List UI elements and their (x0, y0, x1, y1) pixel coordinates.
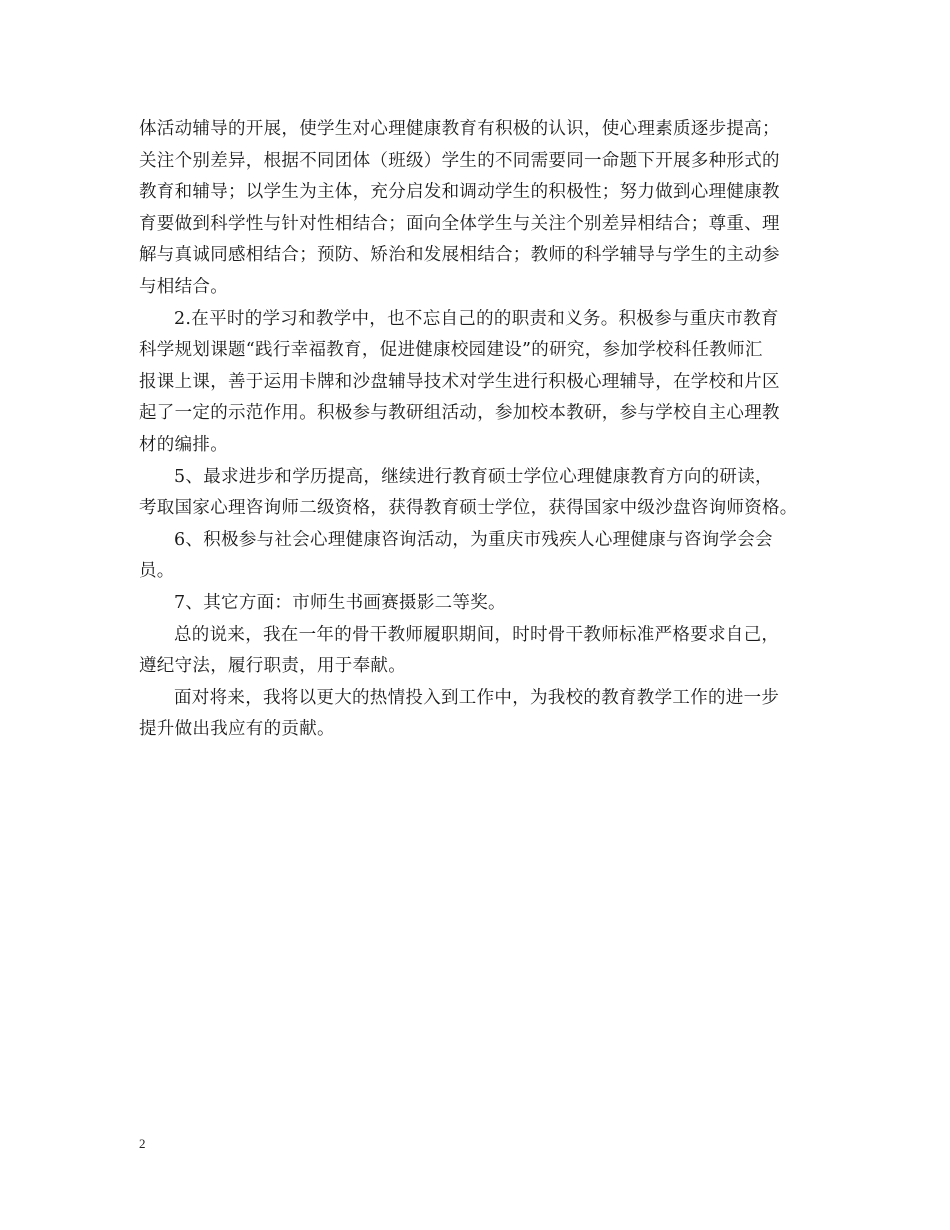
text-line: 解与真诚同感相结合；预防、矫治和发展相结合；教师的科学辅导与学生的主动参 (139, 245, 780, 266)
paragraph-1 (139, 114, 815, 304)
text-line: 材的编排。 (139, 434, 228, 455)
text-line: 关注个别差异，根据不同团体（班级）学生的不同需要同一命题下开展多种形式的 (139, 150, 780, 171)
text-line: 2.在平时的学习和教学中，也不忘自己的的职责和义务。积极参与重庆市教育 (174, 308, 779, 329)
text-line: 教育和辅导；以学生为主体，充分启发和调动学生的积极性；努力做到心理健康教 (139, 182, 780, 203)
text-line: 面对将来，我将以更大的热情投入到工作中，为我校的教育教学工作的进一步 (174, 687, 780, 708)
text-line: 育要做到科学性与针对性相结合；面向全体学生与关注个别差异相结合；尊重、理 (139, 213, 780, 234)
text-line: 科学规划课题“践行幸福教育，促进健康校园建设”的研究，参加学校科任教师汇 (139, 340, 763, 361)
text-line: 6、积极参与社会心理健康咨询活动，为重庆市残疾人心理健康与咨询学会会 (174, 529, 773, 550)
text-line: 遵纪守法，履行职责，用于奉献。 (139, 656, 406, 677)
text-line: 7、其它方面：市师生书画赛摄影二等奖。 (174, 592, 506, 613)
page-number: 2 (139, 1136, 146, 1151)
text-line: 员。 (139, 561, 175, 582)
paragraph-7 (139, 683, 815, 746)
text-line: 总的说来，我在一年的骨干教师履职期间，时时骨干教师标准严格要求自己， (174, 624, 780, 645)
text-line: 考取国家心理咨询师二级资格，获得教育硕士学位，获得国家中级沙盘咨询师资格。 (139, 498, 798, 519)
paragraph-5 (139, 588, 815, 620)
text-line: 体活动辅导的开展，使学生对心理健康教育有积极的认识，使心理素质逐步提高； (139, 119, 780, 139)
paragraph-4 (139, 525, 815, 588)
text-line: 报课上课，善于运用卡牌和沙盘辅导技术对学生进行积极心理辅导，在学校和片区 (139, 371, 780, 392)
text-line: 5、最求进步和学历提高，继续进行教育硕士学位心理健康教育方向的研读， (174, 466, 773, 487)
paragraph-2 (139, 304, 815, 462)
text-line: 提升做出我应有的贡献。 (139, 719, 335, 740)
text-line: 起了一定的示范作用。积极参与教研组活动，参加校本教研，参与学校自主心理教 (139, 403, 780, 424)
paragraph-3 (139, 462, 815, 525)
document-body (139, 114, 815, 746)
text-line: 与相结合。 (139, 276, 228, 297)
paragraph-6 (139, 620, 815, 683)
